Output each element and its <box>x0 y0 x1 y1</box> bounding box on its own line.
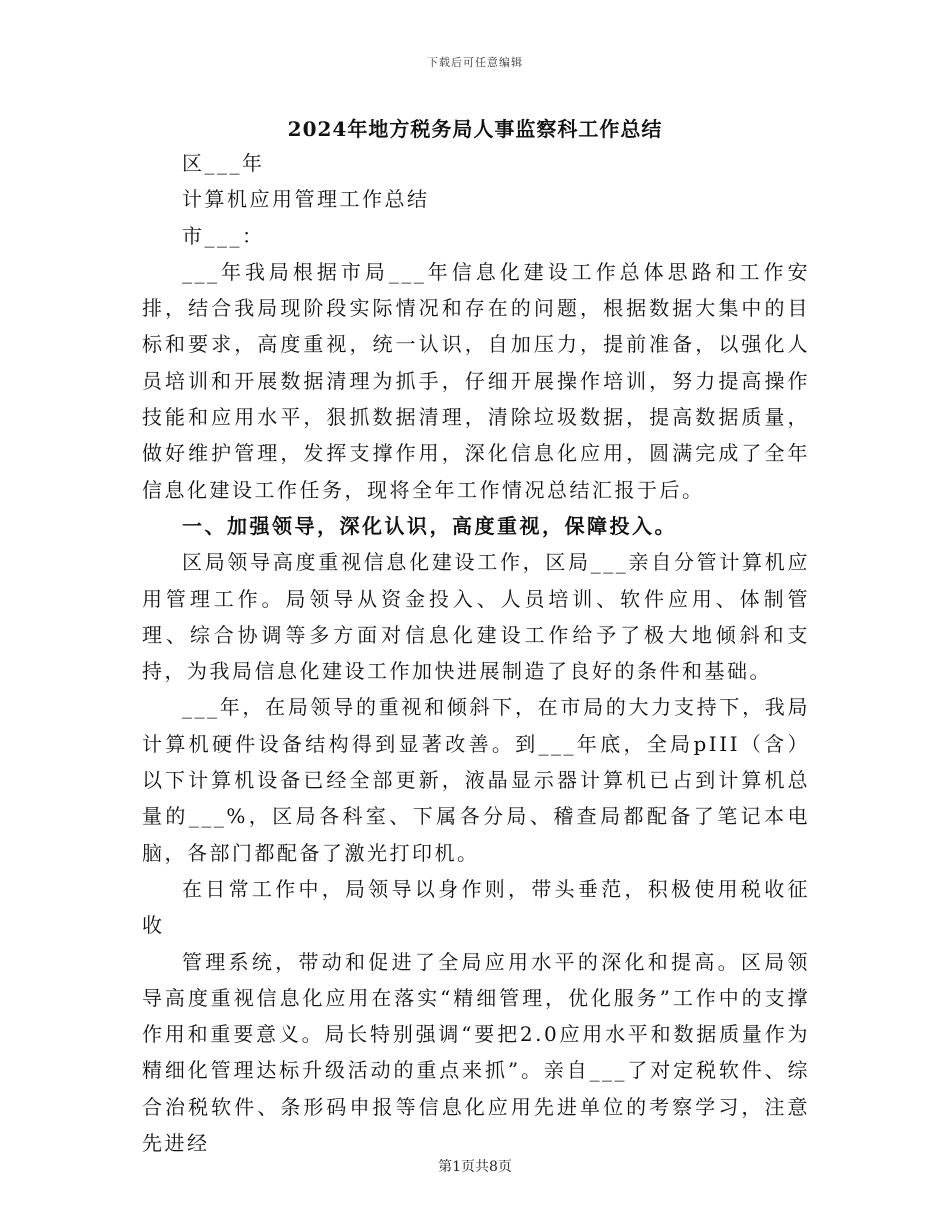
paragraph-addressee: 市___： <box>182 223 265 248</box>
paragraph-subtitle: 计算机应用管理工作总结 <box>182 187 430 212</box>
paragraph-hardware: ___年，在局领导的重视和倾斜下，在市局的大力支持下，我局计算机硬件设备结构得到显著改善。到___年底，全局pIII（含）以下计算机设备已经全部更新，液晶显示器计算机已占到计算机总量的___%，区局各科室、下属各分局、稽查局都配备了笔记本电脑，各部门都配备了激光打印机。 <box>142 695 810 865</box>
section-heading-1: 一、加强领导，深化认识，高度重视，保障投入。 <box>182 513 677 538</box>
document-body <box>142 145 810 1161</box>
page-header-note: 下载后可任意编辑 <box>427 56 523 69</box>
paragraph-daily-work: 在日常工作中，局领导以身作则，带头垂范，积极使用税收征收 <box>142 876 810 938</box>
document-title: 2024年地方税务局人事监察科工作总结 <box>287 117 663 141</box>
paragraph-system-usage: 管理系统，带动和促进了全局应用水平的深化和提高。区局领导高度重视信息化应用在落实“精细管理，优化服务”工作中的支撑作用和重要意义。局长特别强调“要把2.0应用水平和数据质量作为精细化管理达标升级活动的重点来抓”。亲自___了对定税软件、综合治税软件、条形码申报等信息化应用先进单位的考察学习，注意先进经 <box>142 949 810 1156</box>
paragraph-leadership: 区局领导高度重视信息化建设工作，区局___亲自分管计算机应用管理工作。局领导从资金投入、人员培训、软件应用、体制管理、综合协调等多方面对信息化建设工作给予了极大地倾斜和支持，为我局信息化建设工作加快进展制造了良好的条件和基础。 <box>142 550 810 684</box>
paragraph-intro: ___年我局根据市局___年信息化建设工作总体思路和工作安排，结合我局现阶段实际情况和存在的问题，根据数据大集中的目标和要求，高度重视，统一认识，自加压力，提前准备，以强化人员培训和开展数据清理为抓手，仔细开展操作培训，努力提高操作技能和应用水平，狠抓数据清理，清除垃圾数据，提高数据质量，做好维护管理，发挥支撑作用，深化信息化应用，圆满完成了全年信息化建设工作任务，现将全年工作情况总结汇报于后。 <box>142 259 810 502</box>
paragraph-district-year: 区___年 <box>182 151 265 175</box>
page-footer-pagination: 第1页共8页 <box>438 1159 512 1175</box>
